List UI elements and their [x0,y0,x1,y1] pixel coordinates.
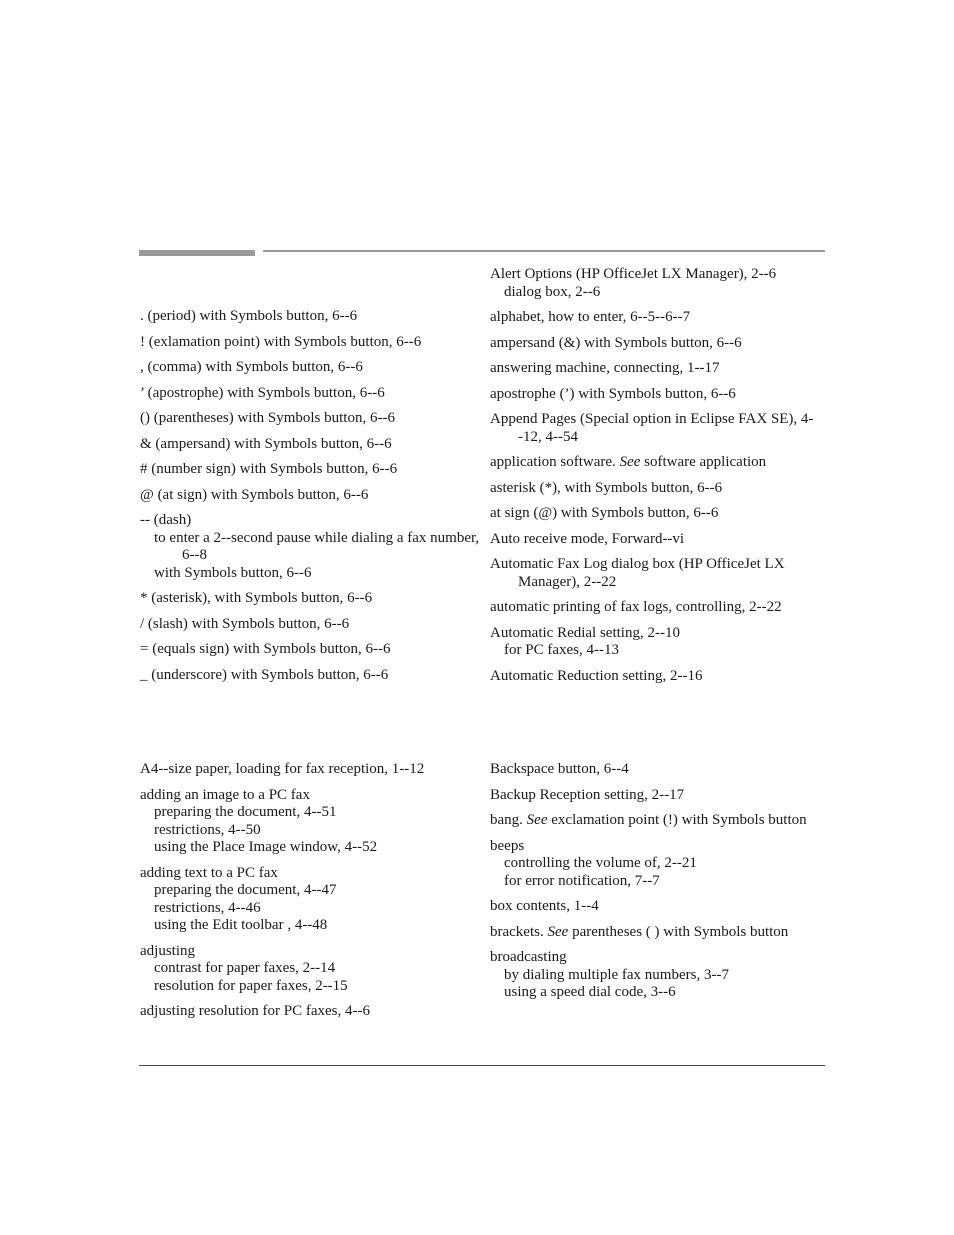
header-rule-thick [139,250,255,256]
index-entry [490,787,835,805]
index-entry [490,454,835,472]
index-subentry: preparing the document, 4--47 [154,882,337,898]
index-entry-main: -- (dash) [140,512,192,528]
index-subentry: using a speed dial code, 3--6 [504,984,676,1000]
index-entry [490,531,835,549]
index-entry-main: apostrophe (’) with Symbols button, 6--6 [490,385,736,402]
index-entry [140,761,485,779]
index-subentry: with Symbols button, 6--6 [154,564,312,581]
index-entry [140,334,485,352]
index-entry-text: brackets. [490,923,548,940]
index-subentry: by dialing multiple fax numbers, 3--7 [504,966,729,983]
index-entry-main: broadcasting [490,949,567,965]
index-subentry: using the Edit toolbar , 4--48 [154,917,328,933]
index-subentry: to enter a 2--second pause while dialing a fax number, 6--8 [154,529,480,563]
index-entry [140,787,485,857]
index-entry-main: alphabet, how to enter, 6--5--6--7 [490,309,691,325]
index-entry-main: / (slash) with Symbols button, 6--6 [140,615,350,632]
index-entry-main: adding text to a PC fax [140,864,278,881]
index-entry-main: # (number sign) with Symbols button, 6--6 [140,461,398,477]
footer-rule [139,1065,825,1066]
index-entry [490,309,835,327]
index-subentry: for error notification, 7--7 [504,872,660,889]
index-entry-main: box contents, 1--4 [490,898,599,914]
index-entry-main: _ (underscore) with Symbols button, 6--6 [140,666,389,683]
index-entry-main: Backspace button, 6--4 [490,761,629,777]
index-entry [490,360,835,378]
index-subentry: preparing the document, 4--51 [154,804,337,820]
index-column-a-right [490,266,835,693]
index-entry-main: Append Pages (Special option in Eclipse FAX SE), 4--12, 4--54 [490,411,814,445]
index-entry [140,436,485,454]
index-entry [490,761,835,779]
index-entry-main: Backup Reception setting, 2--17 [490,786,685,803]
index-entry-main: Auto receive mode, Forward--vi [490,530,685,547]
index-entry [140,385,485,403]
index-entry [140,641,485,659]
index-entry-main: beeps [490,837,525,854]
index-entry-main: adjusting resolution for PC faxes, 4--6 [140,1003,370,1019]
index-entry-main: & (ampersand) with Symbols button, 6--6 [140,435,392,452]
index-entry-main: answering machine, connecting, 1--17 [490,360,720,376]
see-reference: See [619,454,641,470]
index-entry-main [490,454,835,472]
index-subentry: using the Place Image window, 4--52 [154,839,378,855]
index-entry [490,838,835,891]
index-subentry: controlling the volume of, 2--21 [504,855,697,871]
index-entry [140,461,485,479]
index-column-symbols [140,308,485,692]
index-entry [140,943,485,996]
index-entry-main: () (parentheses) with Symbols button, 6--6 [140,410,395,426]
index-entry [490,668,835,686]
index-entry-text: bang. [490,812,527,828]
index-entry [140,865,485,935]
index-subentry: contrast for paper faxes, 2--14 [154,960,336,976]
see-reference: See [547,923,569,940]
index-subentry: restrictions, 4--50 [154,821,261,838]
index-entry [140,512,485,582]
header-rule-thin [263,250,825,252]
index-entry-text: application software. [490,454,620,470]
index-entry-main: asterisk (*), with Symbols button, 6--6 [490,479,723,496]
index-entry-main: ! (exlamation point) with Symbols button, 6--6 [140,333,422,350]
index-entry [490,625,835,660]
index-subentry: for PC faxes, 4--13 [504,642,619,658]
index-entry [490,480,835,498]
index-entry-main [490,924,835,942]
index-entry-main: @ (at sign) with Symbols button, 6--6 [140,486,369,503]
index-entry [490,599,835,617]
index-column-b-right [490,761,835,1010]
index-entry-main: ampersand (&) with Symbols button, 6--6 [490,334,742,351]
index-entry-main: Alert Options (HP OfficeJet LX Manager), 2--6 [490,266,777,282]
index-subentry: restrictions, 4--46 [154,899,261,916]
index-entry [490,266,835,301]
index-entry-main: ’ (apostrophe) with Symbols button, 6--6 [140,384,385,401]
index-entry-main: adding an image to a PC fax [140,786,310,803]
index-entry [490,505,835,523]
index-entry [140,1003,485,1021]
index-entry [490,949,835,1002]
index-entry-main: , (comma) with Symbols button, 6--6 [140,359,363,375]
index-entry-text: parentheses ( ) with Symbols button [568,923,789,940]
index-subentry: resolution for paper faxes, 2--15 [154,977,348,994]
index-entry [490,924,835,942]
index-entry [140,410,485,428]
index-entry-main: Automatic Fax Log dialog box (HP OfficeJet LX Manager), 2--22 [490,556,785,590]
index-entry [490,411,835,446]
index-entry [140,308,485,326]
index-entry-main: Automatic Redial setting, 2--10 [490,624,680,641]
index-entry [140,359,485,377]
index-entry [490,898,835,916]
index-entry-main: adjusting [140,942,195,959]
index-entry-main: Automatic Reduction setting, 2--16 [490,667,703,684]
index-entry [490,335,835,353]
see-reference: See [526,812,548,828]
index-entry-text: exclamation point (!) with Symbols button [547,812,807,828]
index-entry [490,556,835,591]
index-entry-main: A4--size paper, loading for fax reception, 1--12 [140,761,425,777]
index-entry-main: at sign (@) with Symbols button, 6--6 [490,505,719,521]
index-entry-main [490,812,835,830]
index-entry-main: = (equals sign) with Symbols button, 6--6 [140,641,391,657]
index-entry [490,812,835,830]
index-entry [140,616,485,634]
index-entry-text: software application [640,454,767,470]
index-column-a-left [140,761,485,1029]
index-subentry: dialog box, 2--6 [504,283,601,300]
index-entry-main: * (asterisk), with Symbols button, 6--6 [140,590,373,606]
index-entry-main: . (period) with Symbols button, 6--6 [140,308,358,324]
index-entry [490,386,835,404]
index-entry [140,590,485,608]
index-entry [140,667,485,685]
index-entry-main: automatic printing of fax logs, controlling, 2--22 [490,599,782,615]
index-entry [140,487,485,505]
